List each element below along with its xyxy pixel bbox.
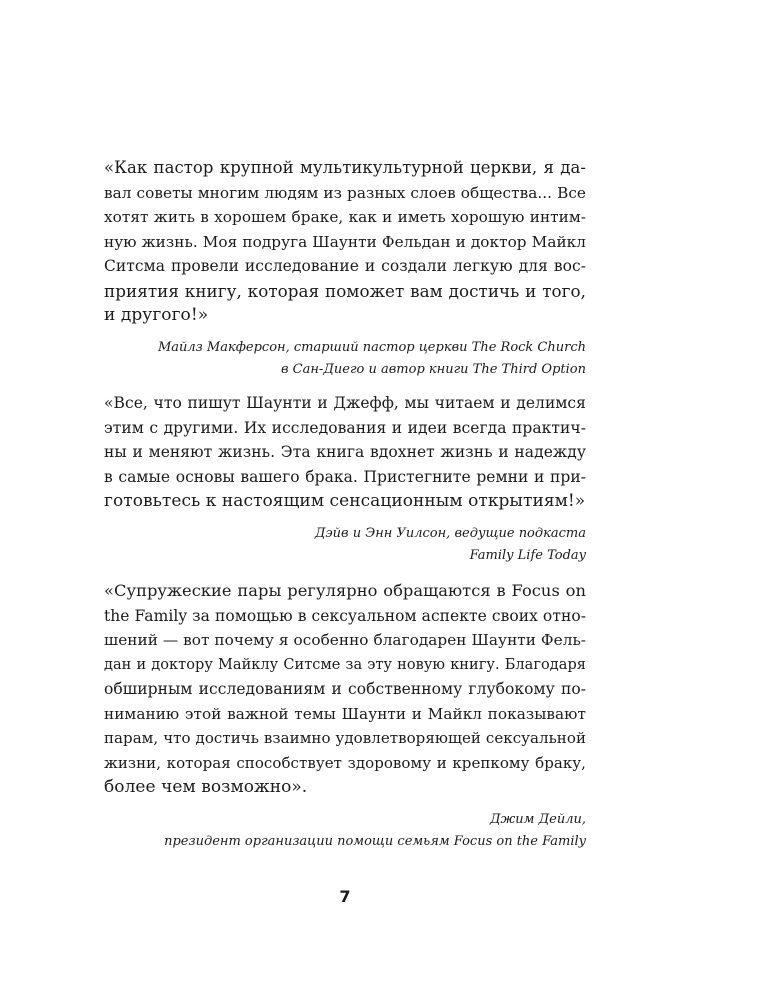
quote-text bbox=[104, 156, 586, 328]
quote-line: готовьтесь к настоящим сенсационным открытиям!» bbox=[104, 491, 586, 511]
quote-line: «Все, что пишут Шаунти и Джефф, мы читаем и делимся bbox=[104, 394, 586, 412]
quote-attribution bbox=[104, 337, 586, 381]
quote-line: дан и доктору Майклу Ситсме за эту новую книгу. Благодаря bbox=[104, 656, 586, 673]
quote-line: хотят жить в хорошем браке, как и иметь хорошую интим- bbox=[104, 208, 586, 226]
quote-line: «Супружеские пары регулярно обращаются в Focus on bbox=[104, 581, 586, 600]
quote-line: в самые основы вашего брака. Пристегните ремни и при- bbox=[104, 467, 586, 486]
quote-line: the Family за помощью в сексуальном аспекте своих отно- bbox=[104, 606, 586, 625]
quote-attribution bbox=[104, 809, 586, 853]
endorsement-quote-2 bbox=[104, 391, 586, 567]
quote-line: этим с другими. Их исследования и идеи всегда практич- bbox=[104, 418, 586, 437]
quote-line: шений — вот почему я особенно благодарен Шаунти Фель- bbox=[104, 631, 586, 649]
quote-line: более чем возможно». bbox=[104, 777, 308, 797]
attribution-line: в Сан-Диего и автор книги The Third Option bbox=[280, 361, 586, 377]
attribution-line: Джим Дейли, bbox=[489, 811, 586, 827]
endorsement-quote-3 bbox=[104, 579, 586, 853]
attribution-line: Майлз Макферсон, старший пастор церкви The Rock Church bbox=[157, 339, 586, 355]
quote-text bbox=[104, 579, 586, 800]
quote-line: парам, что достичь взаимно удовлетворяющей сексуальной bbox=[104, 729, 586, 747]
attribution-line: президент организации помощи семьям Focus on the Family bbox=[164, 833, 586, 849]
page-number: 7 bbox=[339, 887, 351, 906]
quote-line: приятия книгу, которая поможет вам достичь и того, bbox=[104, 280, 586, 301]
quote-line: ны и меняют жизнь. Эта книга вдохнет жизнь и надежду bbox=[104, 443, 586, 461]
quote-line: и другого!» bbox=[104, 305, 209, 325]
quote-line: вал советы многим людям из разных слоев общества... Все bbox=[104, 183, 586, 202]
quote-attribution bbox=[104, 523, 586, 567]
quote-line: обширным исследованиям и собственному глубокому по- bbox=[104, 680, 586, 698]
quote-text bbox=[104, 391, 586, 514]
attribution-line: Дэйв и Энн Уилсон, ведущие подкаста bbox=[314, 525, 586, 541]
quote-line: Ситсма провели исследование и создали легкую для вос- bbox=[104, 257, 586, 275]
quote-line: жизни, которая способствует здоровому и крепкому браку, bbox=[104, 753, 586, 772]
quote-line: «Как пастор крупной мультикультурной церкви, я да- bbox=[104, 158, 586, 177]
endorsement-quote-1 bbox=[104, 156, 586, 381]
quote-line: ную жизнь. Моя подруга Шаунти Фельдан и доктор Майкл bbox=[104, 232, 586, 251]
attribution-line: Family Life Today bbox=[469, 547, 586, 563]
quote-line: ниманию этой важной темы Шаунти и Майкл показывают bbox=[104, 704, 586, 723]
